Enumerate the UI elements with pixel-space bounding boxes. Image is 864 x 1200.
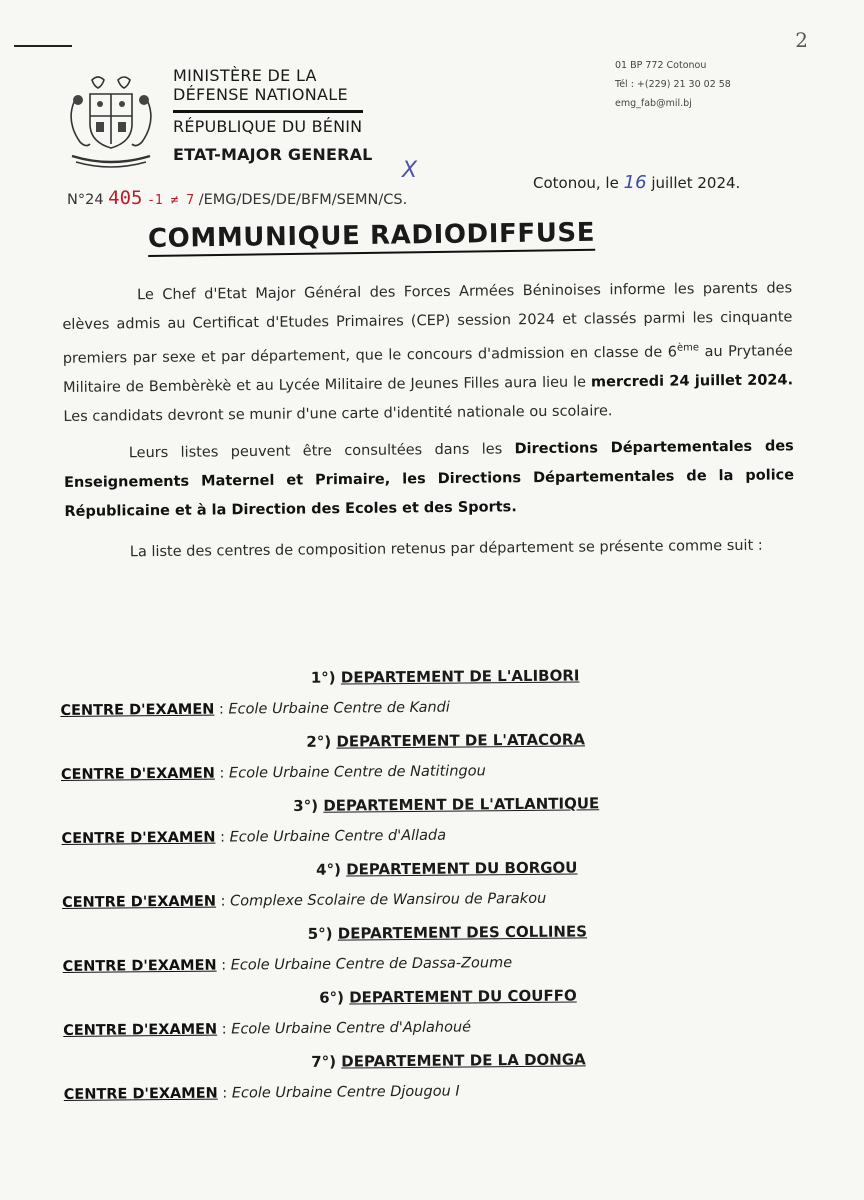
exam-centre-row: CENTRE D'EXAMEN : Ecole Urbaine Centre Djougou I xyxy=(63,1083,460,1103)
reference-handwritten-number: 405 xyxy=(108,187,143,209)
department-title xyxy=(151,786,741,823)
contact-email: emg_fab@mil.bj xyxy=(615,98,692,109)
paragraph-3: La liste des centres de composition retenus par département se présente comme suit : xyxy=(129,537,763,561)
reference-handwritten-extra: -1 ≠ 7 xyxy=(147,193,195,208)
department-name: DEPARTEMENT DE L'ATACORA xyxy=(336,730,586,751)
coat-of-arms-icon xyxy=(62,72,160,172)
reference-prefix: N°24 xyxy=(67,192,104,208)
department-title xyxy=(153,1042,743,1079)
centre-name: Complexe Scolaire de Wansirou de Parakou xyxy=(230,890,547,910)
department-name: DEPARTEMENT DES COLLINES xyxy=(337,922,588,943)
exam-centre-row: CENTRE D'EXAMEN : Ecole Urbaine Centre de Natitingou xyxy=(60,763,486,783)
centre-label: CENTRE D'EXAMEN xyxy=(60,765,215,783)
top-dash xyxy=(14,45,72,47)
republic-name: RÉPUBLIQUE DU BÉNIN xyxy=(173,117,363,136)
ministry-line-1: MINISTÈRE DE LA xyxy=(173,66,317,85)
department-number: 3°) xyxy=(293,796,319,815)
contact-block xyxy=(615,56,731,113)
reference-suffix: /EMG/DES/DE/BFM/SEMN/CS. xyxy=(198,192,408,208)
paragraph-2-bold: Directions Départementales des Enseignements Maternel et Primaire, les Directions Départementales de la police Républicaine et à la Direction des Ecoles et des Sports. xyxy=(64,438,795,520)
department-title xyxy=(152,850,742,887)
department-name: DEPARTEMENT DU COUFFO xyxy=(349,986,577,1007)
header-rule xyxy=(173,110,363,113)
staff-name: ETAT-MAJOR GENERAL xyxy=(173,145,373,164)
ministry-header xyxy=(173,66,373,164)
paragraph-1-superscript: ème xyxy=(676,342,700,354)
exam-centre-row: CENTRE D'EXAMEN : Ecole Urbaine Centre de Kandi xyxy=(60,699,450,719)
page-number: 2 xyxy=(795,28,808,52)
document-title: COMMUNIQUE RADIODIFFUSE xyxy=(148,218,596,257)
department-name: DEPARTEMENT DE L'ALIBORI xyxy=(340,666,580,687)
handwritten-mark: X xyxy=(402,158,418,183)
communique-body xyxy=(62,274,795,567)
date-rest: juillet 2024. xyxy=(651,174,741,192)
centre-label: CENTRE D'EXAMEN xyxy=(62,893,217,911)
paragraph-1-text-c: Les candidats devront se munir d'une carte d'identité nationale ou scolaire. xyxy=(63,403,613,425)
department-number: 1°) xyxy=(310,668,336,687)
date-place: Cotonou, le xyxy=(533,174,619,192)
department-title xyxy=(150,658,740,695)
centre-label: CENTRE D'EXAMEN xyxy=(61,829,216,847)
centre-label: CENTRE D'EXAMEN xyxy=(63,1085,218,1103)
department-title xyxy=(153,978,743,1015)
date-line xyxy=(533,172,740,193)
department-name: DEPARTEMENT DE L'ATLANTIQUE xyxy=(323,794,600,815)
department-number: 5°) xyxy=(307,924,333,943)
date-day: 16 xyxy=(623,172,647,193)
paragraph-1-text-b: au Prytanée Militaire de Bembèrèkè et au Lycée Militaire de Jeunes Filles aura lieu le xyxy=(63,343,793,396)
contact-phone: Tél : +(229) 21 30 02 58 xyxy=(615,79,731,90)
department-list xyxy=(60,658,744,1112)
department-name: DEPARTEMENT DU BORGOU xyxy=(346,858,578,879)
ministry-line-2: DÉFENSE NATIONALE xyxy=(173,85,348,104)
exam-centre-row: CENTRE D'EXAMEN : Ecole Urbaine Centre de Dassa-Zoume xyxy=(62,955,513,975)
department-number: 6°) xyxy=(319,988,345,1007)
department-title xyxy=(152,914,742,951)
centre-name: Ecole Urbaine Centre d'Allada xyxy=(229,827,447,846)
department-title xyxy=(151,722,741,759)
centre-name: Ecole Urbaine Centre de Kandi xyxy=(228,699,450,718)
centre-name: Ecole Urbaine Centre Djougou I xyxy=(231,1083,460,1102)
exam-date: mercredi 24 juillet 2024. xyxy=(590,372,794,391)
department-number: 2°) xyxy=(306,732,332,751)
exam-centre-row: CENTRE D'EXAMEN : Ecole Urbaine Centre d'Aplahoué xyxy=(63,1019,472,1039)
centre-name: Ecole Urbaine Centre d'Aplahoué xyxy=(231,1019,472,1038)
reference-number xyxy=(67,187,407,209)
centre-label: CENTRE D'EXAMEN xyxy=(62,957,217,975)
exam-centre-row: CENTRE D'EXAMEN : Complexe Scolaire de Wansirou de Parakou xyxy=(62,890,547,911)
contact-address: 01 BP 772 Cotonou xyxy=(615,60,707,71)
centre-name: Ecole Urbaine Centre de Natitingou xyxy=(228,763,486,782)
paragraph-1 xyxy=(62,274,794,431)
centre-name: Ecole Urbaine Centre de Dassa-Zoume xyxy=(230,955,513,974)
exam-centre-row: CENTRE D'EXAMEN : Ecole Urbaine Centre d'Allada xyxy=(61,827,447,847)
paragraph-1-text-a: Le Chef d'Etat Major Général des Forces Armées Béninoises informe les parents des elèves admis au Certificat d'Etudes Primaires (CEP) session 2024 et classés parmi les cinquante premiers par sexe et par département, que le concours d'admission en classe de 6 xyxy=(62,280,793,367)
department-name: DEPARTEMENT DE LA DONGA xyxy=(341,1050,586,1071)
centre-label: CENTRE D'EXAMEN xyxy=(63,1021,218,1039)
paragraph-2-text: Leurs listes peuvent être consultées dans les xyxy=(128,441,515,462)
centre-label: CENTRE D'EXAMEN xyxy=(60,701,215,719)
paragraph-2 xyxy=(64,432,795,527)
department-number: 7°) xyxy=(311,1052,337,1071)
department-number: 4°) xyxy=(316,860,342,879)
